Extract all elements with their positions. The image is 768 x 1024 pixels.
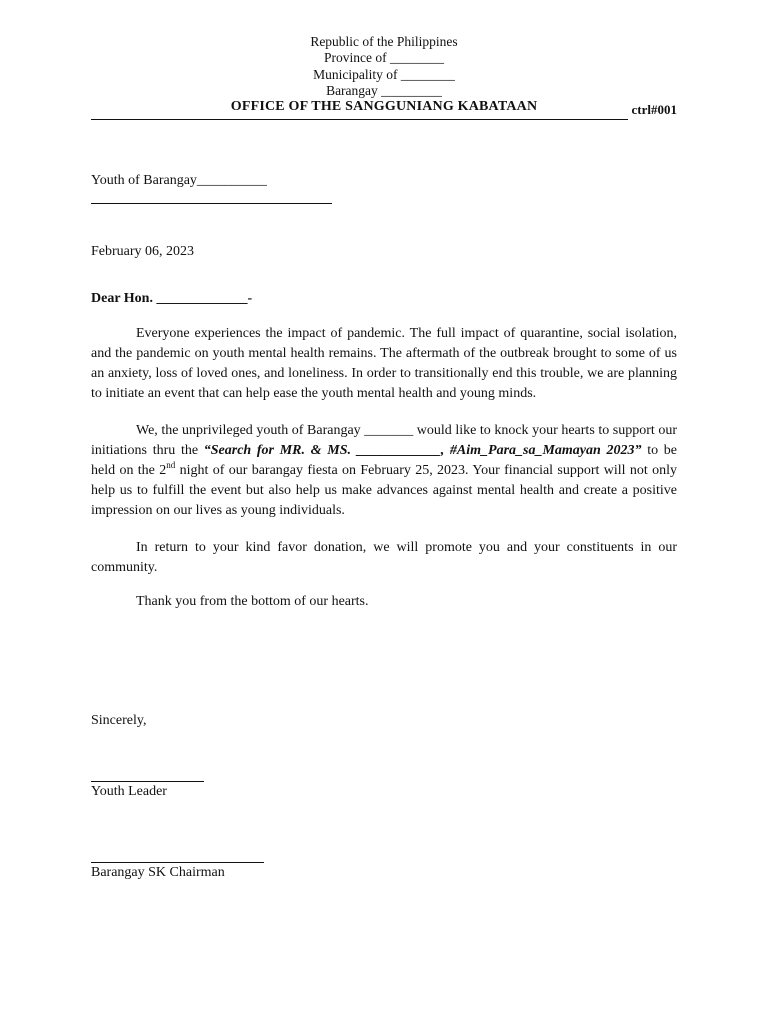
- event-name: “Search for MR. & MS. ____________, #Aim_Para_sa_Mamayan 2023”: [203, 443, 642, 458]
- header-barangay: Barangay _________: [326, 82, 442, 98]
- closing: Sincerely,: [91, 713, 147, 728]
- header-province: Province of ________: [324, 50, 444, 66]
- letter-body: [91, 324, 677, 612]
- paragraph-2-mid: to be held on the 2: [91, 443, 677, 478]
- letter-date: February 06, 2023: [91, 244, 195, 259]
- header-rule: [91, 100, 677, 120]
- header-municipality: Municipality of ________: [313, 66, 455, 82]
- office-title: OFFICE OF THE SANGGUNIANG KABATAAN: [230, 99, 538, 114]
- recipient-block: [91, 171, 677, 191]
- paragraph-4: Thank you from the bottom of our hearts.: [136, 594, 369, 609]
- paragraph-3: In return to your kind favor donation, we will promote you and your constituents in our community.: [91, 540, 677, 575]
- paragraph-2: [91, 421, 677, 521]
- paragraph-2-end: night of our barangay fiesta on February 25, 2023. Your financial support will not only help us to fulfill the event but also help us make advances against mental health and create a positive impression on our lives as young individuals.: [91, 463, 677, 518]
- ordinal-suffix: nd: [166, 460, 176, 470]
- control-number: ctrl#001: [631, 102, 677, 117]
- paragraph-2-intro: We, the unprivileged youth of Barangay _______ would like to knock your hearts to support our initiations thru the: [91, 423, 677, 458]
- header-divider: [91, 101, 628, 120]
- recipient-blank-line: [91, 203, 332, 204]
- salutation: Dear Hon. _____________-: [91, 291, 253, 306]
- signatory-sk-chairman: Barangay SK Chairman: [91, 865, 225, 880]
- recipient-line: Youth of Barangay__________: [91, 173, 267, 188]
- header-republic: Republic of the Philippines: [310, 34, 458, 49]
- paragraph-1: Everyone experiences the impact of pandemic. The full impact of quarantine, social isolation, and the pandemic on youth mental health remains. The aftermath of the outbreak brought to some of us an anxiety, loss of loved ones, and loneliness. In order to transitionally end this trouble, we are planning to initiate an event that can help ease the youth mental health and young minds.: [91, 326, 677, 401]
- letterhead: [0, 34, 768, 99]
- signatory-youth-leader: Youth Leader: [91, 784, 167, 799]
